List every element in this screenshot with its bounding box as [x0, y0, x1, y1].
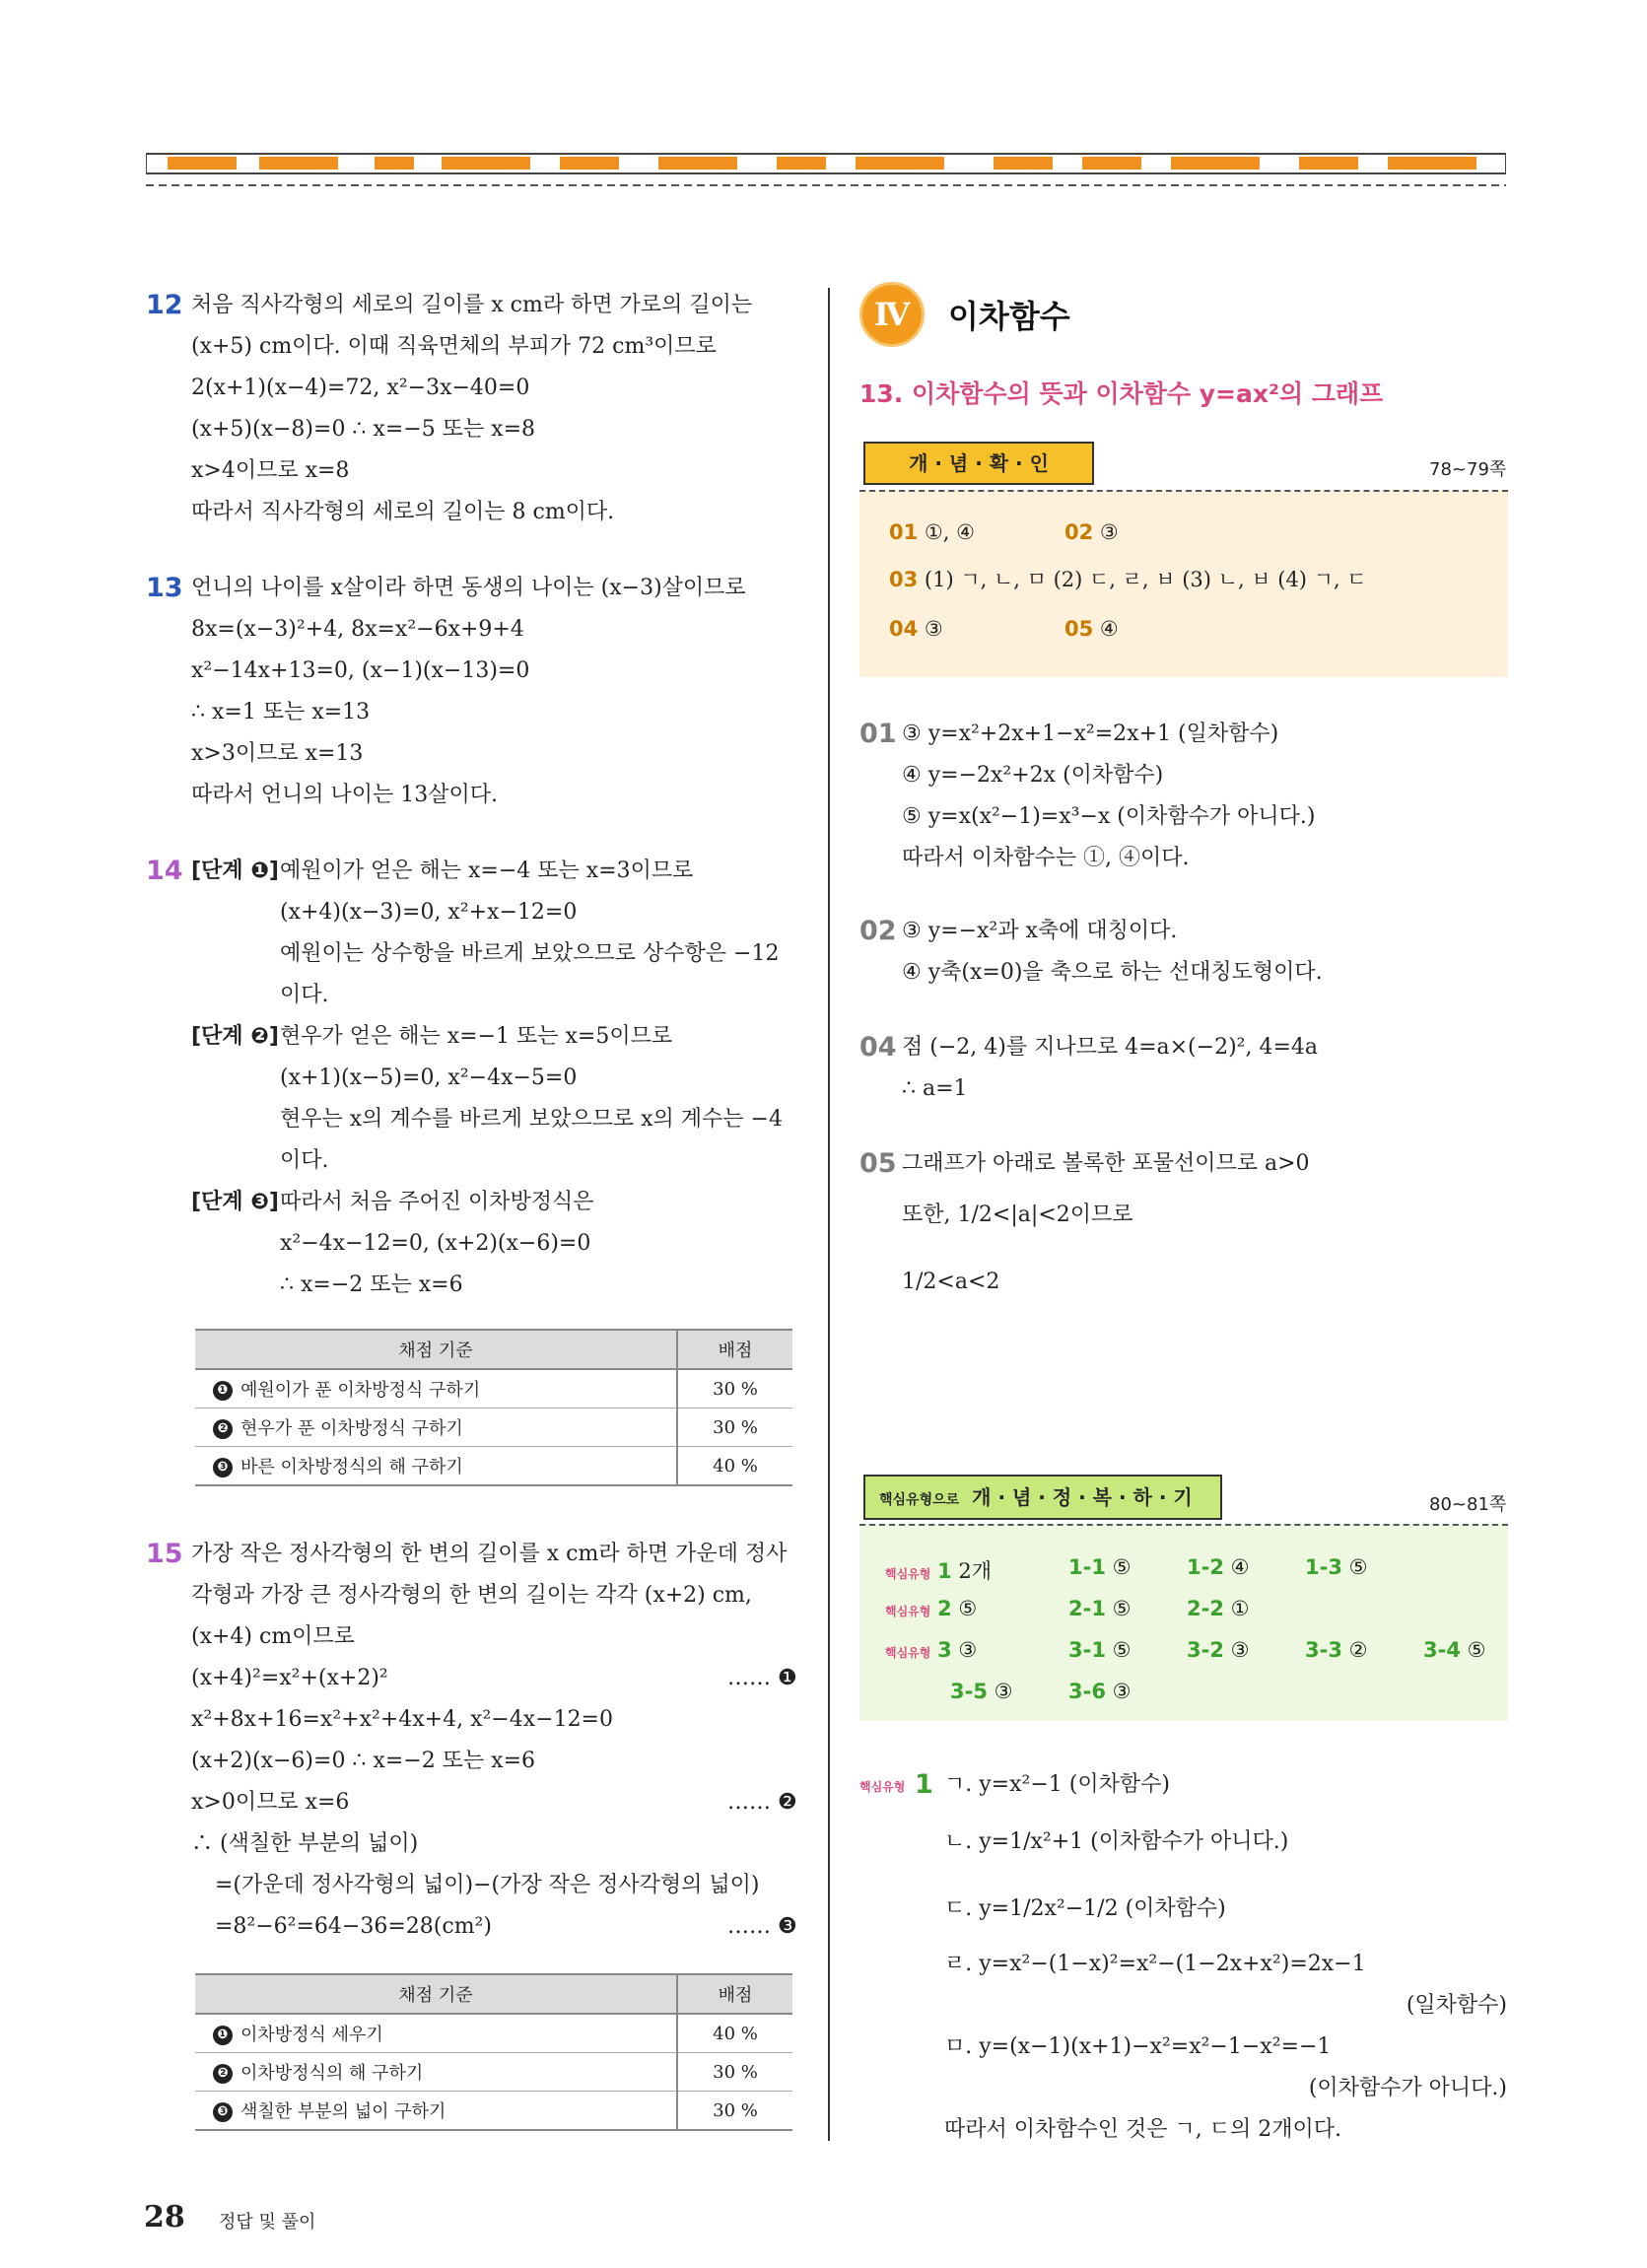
core-tag: 핵심유형 [885, 1605, 931, 1618]
dashed-divider [859, 490, 1508, 492]
text-line: 8x=(x−3)²+4, 8x=x²−6x+9+4 [191, 617, 524, 642]
solution-number: 02 [859, 916, 897, 946]
text-line: ④ y축(x=0)을 축으로 하는 선대칭도형이다. [902, 960, 1323, 985]
text-line: 예원이는 상수항을 바르게 보았으므로 상수항은 −12 [280, 941, 780, 966]
text-line: ㄹ. y=x²−(1−x)²=x²−(1−2x+x²)=2x−1 [944, 1952, 1366, 1976]
answer-number: 1 [937, 1559, 952, 1583]
answer-number: 3-4 [1423, 1638, 1461, 1662]
step-label: [단계 ❶] [191, 859, 279, 883]
step-mark: …… ❸ [727, 1914, 797, 1939]
answer-number: 04 [889, 617, 919, 641]
problem-number: 13 [146, 573, 183, 603]
text-line: 현우가 얻은 해는 x=−1 또는 x=5이므로 [280, 1024, 673, 1049]
step-marker: ❶ [213, 2026, 233, 2045]
problem-number: 14 [146, 856, 183, 886]
answer-number: 3-2 [1187, 1638, 1224, 1662]
answer-number: 3-1 [1068, 1638, 1106, 1662]
table-cell: 30 % [677, 1369, 792, 1409]
answer-value: ② [1348, 1638, 1368, 1662]
text-line: 이다. [280, 983, 329, 1007]
text-line: x>3이므로 x=13 [191, 741, 364, 766]
answer-item [1068, 1597, 1131, 1620]
table-cell: 색칠한 부분의 넓이 구하기 [240, 2101, 446, 2122]
answer-item [889, 564, 1367, 593]
text-line: (x+4)(x−3)=0, x²+x−12=0 [280, 900, 578, 925]
chapter-title: 이차함수 [948, 298, 1070, 335]
answer-value: ① [1230, 1597, 1250, 1620]
review-title: 개 · 념 · 정 · 복 · 하 · 기 [972, 1485, 1193, 1509]
answer-number: 02 [1064, 520, 1094, 544]
answer-number: 2 [937, 1597, 952, 1620]
table-row [195, 1369, 792, 1409]
answer-item [885, 1555, 992, 1585]
step-marker: ❸ [213, 1458, 233, 1478]
answer-value: ⑤ [1112, 1597, 1132, 1620]
text-line: ∴ x=1 또는 x=13 [191, 700, 371, 724]
answer-value: 2개 [958, 1559, 993, 1583]
answer-item [1064, 617, 1119, 641]
chapter-badge: Ⅳ [859, 282, 925, 347]
text-line: (이차함수가 아니다.) [1308, 2076, 1507, 2100]
answer-item [1305, 1555, 1367, 1579]
review-label [863, 1475, 1222, 1520]
answer-value: ③ [1112, 1680, 1132, 1703]
answer-number: 3-3 [1305, 1638, 1342, 1662]
text-line: (x+4)²=x²+(x+2)² [191, 1666, 388, 1690]
core-tag: 핵심유형 [885, 1567, 931, 1581]
review-prefix: 핵심유형으로 [879, 1492, 960, 1508]
answer-value: (1) ㄱ, ㄴ, ㅁ (2) ㄷ, ㄹ, ㅂ (3) ㄴ, ㅂ (4) ㄱ, ㄷ [924, 568, 1367, 591]
step-label: [단계 ❸] [191, 1190, 279, 1214]
table-cell: 30 % [677, 1409, 792, 1447]
problem-number: 12 [146, 290, 183, 320]
text-line: x²+8x+16=x²+x²+4x+4, x²−4x−12=0 [191, 1707, 613, 1732]
answer-value: ①, ④ [924, 520, 975, 544]
answer-item [950, 1680, 1012, 1703]
text-line: (일차함수) [1406, 1993, 1507, 2018]
answer-number: 05 [1064, 617, 1094, 641]
answer-number: 2-1 [1068, 1597, 1106, 1620]
problem-number: 15 [146, 1539, 183, 1569]
text-line: (x+1)(x−5)=0, x²−4x−5=0 [280, 1065, 578, 1090]
text-line: 따라서 직사각형의 세로의 길이는 8 cm이다. [191, 500, 615, 524]
text-line: x>4이므로 x=8 [191, 458, 350, 483]
table-header: 배점 [677, 1974, 792, 2014]
answer-number: 2-2 [1187, 1597, 1224, 1620]
text-line: 따라서 이차함수인 것은 ㄱ, ㄷ의 2개이다. [944, 2117, 1341, 2142]
step-marker: ❷ [213, 1419, 233, 1439]
step-mark: …… ❷ [727, 1790, 797, 1815]
table-row [195, 2014, 792, 2053]
header-ribbon [146, 146, 1506, 195]
solution-number: 04 [859, 1032, 897, 1063]
answer-number: 1-2 [1187, 1555, 1224, 1579]
answer-item [1187, 1597, 1249, 1620]
table-cell: 40 % [677, 1447, 792, 1486]
answer-value: ③ [1230, 1638, 1250, 1662]
answer-item [1423, 1638, 1485, 1662]
table-cell: 이차방정식의 해 구하기 [240, 2063, 424, 2084]
text-line: (x+5)(x−8)=0 ∴ x=−5 또는 x=8 [191, 417, 536, 442]
text-line: 따라서 처음 주어진 이차방정식은 [280, 1190, 594, 1214]
scoring-table [195, 1973, 792, 2131]
answer-item [1187, 1638, 1249, 1662]
answer-item [1187, 1555, 1249, 1579]
step-marker: ❸ [213, 2102, 233, 2122]
answer-number: 03 [889, 568, 919, 591]
table-row [195, 2053, 792, 2092]
column-divider [828, 288, 830, 2141]
answer-value: ⑤ [958, 1597, 978, 1620]
text-line: 따라서 언니의 나이는 13살이다. [191, 783, 498, 807]
answer-item [889, 617, 943, 641]
table-row [195, 1409, 792, 1447]
table-cell: 30 % [677, 2053, 792, 2092]
table-row [195, 2092, 792, 2131]
text-line: ③ y=−x²과 x축에 대칭이다. [902, 919, 1178, 943]
core-tag: 핵심유형 [885, 1646, 931, 1660]
text-line: ㄱ. y=x²−1 (이차함수) [944, 1772, 1170, 1797]
step-marker: ❷ [213, 2064, 233, 2084]
page-range: 80~81쪽 [1429, 1494, 1507, 1515]
text-line: 예원이가 얻은 해는 x=−4 또는 x=3이므로 [280, 859, 694, 883]
table-cell: 바른 이차방정식의 해 구하기 [240, 1457, 463, 1478]
text-line: 각형과 가장 큰 정사각형의 한 변의 길이는 각각 (x+2) cm, [191, 1583, 752, 1608]
answer-number: 01 [889, 520, 919, 544]
text-line: ∴ a=1 [902, 1076, 968, 1101]
answer-item [885, 1597, 977, 1620]
text-line: 언니의 나이를 x살이라 하면 동생의 나이는 (x−3)살이므로 [191, 576, 746, 600]
solution-number: 01 [859, 719, 897, 749]
text-line: 점 (−2, 4)를 지나므로 4=a×(−2)², 4=4a [902, 1035, 1318, 1060]
answer-item [1305, 1638, 1367, 1662]
text-line: =8²−6²=64−36=28(cm²) [215, 1914, 492, 1939]
answer-item [885, 1638, 977, 1662]
answer-value: ③ [1099, 520, 1119, 544]
text-line: 또한, 1/2<|a|<2이므로 [902, 1203, 1133, 1227]
answer-value: ④ [1099, 617, 1119, 641]
answer-item [1068, 1555, 1131, 1579]
solution-number: 1 [915, 1769, 933, 1800]
text-line: x²−4x−12=0, (x+2)(x−6)=0 [280, 1231, 591, 1256]
answer-value: ⑤ [1112, 1555, 1132, 1579]
answer-value: ③ [958, 1638, 978, 1662]
answer-number: 3 [937, 1638, 952, 1662]
section-title: 13. 이차함수의 뜻과 이차함수 y=ax²의 그래프 [859, 379, 1384, 408]
answer-value: ③ [924, 617, 943, 641]
text-line: 가장 작은 정사각형의 한 변의 길이를 x cm라 하면 가운데 정사 [191, 1542, 788, 1566]
footer-title: 정답 및 풀이 [219, 2212, 316, 2233]
text-line: ㅁ. y=(x−1)(x+1)−x²=x²−1−x²=−1 [944, 2034, 1332, 2059]
text-line: (x+2)(x−6)=0 ∴ x=−2 또는 x=6 [191, 1749, 536, 1773]
answer-item [889, 520, 975, 544]
text-line: 현우는 x의 계수를 바르게 보았으므로 x의 계수는 −4 [280, 1107, 783, 1132]
table-cell: 예원이가 푼 이차방정식 구하기 [240, 1380, 481, 1401]
text-line: x>0이므로 x=6 [191, 1790, 350, 1815]
step-label: [단계 ❷] [191, 1024, 279, 1049]
text-line: ⑤ y=x(x²−1)=x³−x (이차함수가 아니다.) [902, 804, 1316, 829]
page-number: 28 [144, 2200, 185, 2234]
table-cell: 이차방정식 세우기 [240, 2025, 383, 2045]
text-line: 처음 직사각형의 세로의 길이를 x cm라 하면 가로의 길이는 [191, 293, 753, 317]
text-line: ③ y=x²+2x+1−x²=2x+1 (일차함수) [902, 722, 1279, 746]
text-line: 1/2<a<2 [902, 1270, 1000, 1294]
text-line: ∴ (색칠한 부분의 넓이) [191, 1831, 419, 1856]
step-marker: ❶ [213, 1381, 233, 1401]
text-line: 따라서 이차함수는 ①, ④이다. [902, 846, 1190, 870]
table-cell: 현우가 푼 이차방정식 구하기 [240, 1418, 463, 1439]
text-line: ∴ x=−2 또는 x=6 [280, 1272, 463, 1297]
answer-item [1064, 520, 1119, 544]
table-header: 채점 기준 [195, 1330, 677, 1369]
answer-number: 1-3 [1305, 1555, 1342, 1579]
text-line: x²−14x+13=0, (x−1)(x−13)=0 [191, 658, 530, 683]
text-line: (x+4) cm이므로 [191, 1624, 355, 1649]
table-cell: 40 % [677, 2014, 792, 2053]
table-cell: 30 % [677, 2092, 792, 2131]
answer-number: 3-5 [950, 1680, 988, 1703]
answer-number: 3-6 [1068, 1680, 1106, 1703]
page-range: 78~79쪽 [1429, 459, 1507, 480]
answer-value: ⑤ [1348, 1555, 1368, 1579]
concept-label: 개 · 념 · 확 · 인 [863, 442, 1094, 485]
table-header: 배점 [677, 1330, 792, 1369]
answer-value: ③ [994, 1680, 1013, 1703]
text-line: ④ y=−2x²+2x (이차함수) [902, 763, 1164, 788]
answer-value: ④ [1230, 1555, 1250, 1579]
scoring-table [195, 1329, 792, 1486]
solution-number: 05 [859, 1148, 897, 1179]
text-line: ㄴ. y=1/x²+1 (이차함수가 아니다.) [944, 1829, 1289, 1854]
answer-item [1068, 1638, 1131, 1662]
answer-item [1068, 1680, 1131, 1703]
text-line: 그래프가 아래로 볼록한 포물선이므로 a>0 [902, 1151, 1310, 1176]
answer-value: ⑤ [1467, 1638, 1486, 1662]
text-line: 2(x+1)(x−4)=72, x²−3x−40=0 [191, 376, 530, 400]
text-line: =(가운데 정사각형의 넓이)−(가장 작은 정사각형의 넓이) [215, 1873, 760, 1897]
table-row [195, 1447, 792, 1486]
step-mark: …… ❶ [727, 1666, 797, 1690]
dashed-divider [859, 1524, 1508, 1526]
answer-number: 1-1 [1068, 1555, 1106, 1579]
text-line: (x+5) cm이다. 이때 직육면체의 부피가 72 cm³이므로 [191, 334, 717, 359]
answer-value: ⑤ [1112, 1638, 1132, 1662]
text-line: ㄷ. y=1/2x²−1/2 (이차함수) [944, 1896, 1226, 1921]
table-header: 채점 기준 [195, 1974, 677, 2014]
core-tag: 핵심유형 [859, 1780, 906, 1794]
text-line: 이다. [280, 1148, 329, 1173]
